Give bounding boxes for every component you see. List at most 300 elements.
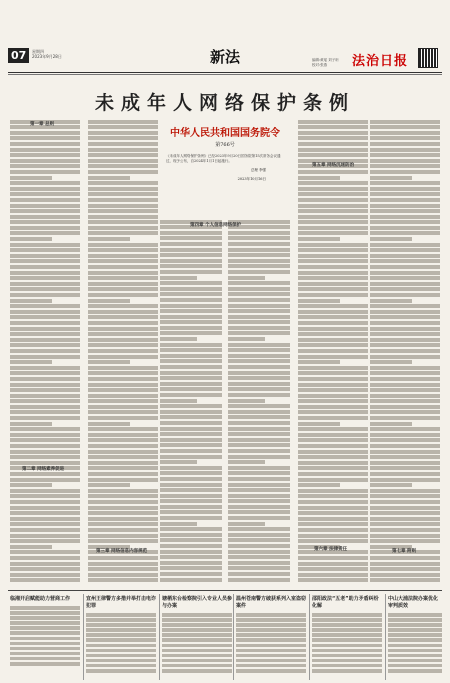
text-line: [298, 176, 340, 180]
text-line: [370, 355, 440, 359]
text-line: [370, 461, 440, 465]
text-line: [10, 220, 80, 224]
text-line: [228, 326, 290, 330]
text-line: [10, 176, 52, 180]
text-line: [160, 477, 222, 481]
text-line: [162, 638, 232, 642]
text-line: [370, 500, 440, 504]
text-line: [10, 237, 52, 241]
text-line: [298, 522, 368, 526]
text-line: [370, 148, 440, 152]
text-line: [10, 478, 80, 482]
text-line: [162, 644, 232, 648]
decree-number: 第766号: [215, 142, 235, 148]
text-line: [160, 382, 222, 386]
text-line: [370, 259, 440, 263]
text-line: [298, 332, 368, 336]
text-line: [228, 510, 290, 514]
text-line: [228, 550, 290, 554]
text-line: [88, 483, 130, 487]
text-line: [298, 321, 368, 325]
text-line: [10, 621, 80, 625]
text-line: [298, 478, 368, 482]
chapter-4-heading: 第四章 个人信息网络保护: [190, 223, 242, 228]
text-line: [370, 534, 440, 538]
text-line: [228, 270, 290, 274]
text-line: [370, 271, 440, 275]
text-line: [10, 204, 80, 208]
text-line: [298, 349, 368, 353]
text-line: [370, 343, 440, 347]
date: 2023年9月28日: [32, 54, 62, 59]
text-line: [88, 416, 158, 420]
text-line: [10, 444, 80, 448]
news-headline: 塘栖东台检察院引入专业人员参与办案: [162, 596, 233, 609]
text-line: [388, 669, 442, 673]
text-line: [298, 153, 368, 157]
text-line: [370, 198, 440, 202]
text-line: [370, 405, 440, 409]
text-line: [298, 489, 368, 493]
text-line: [370, 422, 412, 426]
decree-text: 《未成年人网络保护条例》已经2023年9月20日国务院第15次常务会议通过，现予公布，自2024年1月1日起施行。: [166, 154, 281, 163]
text-line: [86, 659, 156, 663]
text-line: [86, 654, 156, 658]
text-line: [228, 410, 290, 414]
text-line: [88, 444, 158, 448]
text-line: [370, 315, 440, 319]
text-line: [88, 220, 158, 224]
text-line: [10, 626, 80, 630]
text-line: [88, 506, 158, 510]
text-line: [370, 455, 440, 459]
text-line: [160, 483, 222, 487]
text-line: [10, 209, 80, 213]
text-line: [86, 669, 156, 673]
text-line: [298, 231, 368, 235]
text-line: [370, 226, 440, 230]
text-line: [10, 131, 80, 135]
text-line: [228, 287, 290, 291]
text-line: [312, 613, 382, 617]
text-line: [228, 483, 290, 487]
text-line: [370, 416, 440, 420]
text-line: [160, 253, 222, 257]
text-line: [370, 142, 440, 146]
text-line: [298, 237, 340, 241]
text-line: [10, 259, 80, 263]
text-line: [370, 494, 440, 498]
text-line: [228, 427, 290, 431]
text-line: [298, 427, 368, 431]
text-line: [236, 644, 306, 648]
text-line: [370, 120, 440, 124]
text-line: [370, 567, 440, 571]
text-line: [10, 573, 80, 577]
text-line: [370, 164, 440, 168]
text-line: [228, 516, 290, 520]
news-divider: [309, 594, 310, 680]
news-headline: 宜州王律警方多措并举打击电诈犯罪: [86, 596, 157, 609]
text-line: [10, 556, 80, 560]
text-line: [370, 483, 412, 487]
text-line: [298, 511, 368, 515]
text-line: [370, 410, 440, 414]
text-line: [10, 567, 80, 571]
text-line: [228, 242, 290, 246]
chapter-3-heading: 第三章 网络信息内容规范: [96, 549, 148, 554]
text-line: [10, 321, 80, 325]
text-line: [162, 649, 232, 653]
text-line: [312, 623, 382, 627]
text-line: [236, 633, 306, 637]
text-line: [10, 148, 80, 152]
decree-signature: 总理 李强: [250, 168, 266, 172]
text-line: [10, 371, 80, 375]
text-line: [370, 265, 440, 269]
text-line: [160, 438, 222, 442]
text-line: [298, 410, 368, 414]
text-line: [160, 550, 222, 554]
weekday: 星期四: [32, 49, 44, 54]
text-line: [88, 209, 158, 213]
text-line: [298, 243, 368, 247]
text-line: [370, 176, 412, 180]
text-line: [88, 282, 158, 286]
qr-code-icon: [418, 48, 438, 68]
text-line: [298, 500, 368, 504]
text-line: [298, 450, 368, 454]
text-line: [10, 243, 80, 247]
text-line: [370, 287, 440, 291]
chapter-7-heading: 第七章 附则: [392, 549, 417, 554]
text-line: [228, 337, 265, 341]
decree-box: [160, 118, 290, 213]
news-strip-rule: [8, 590, 442, 591]
text-line: [370, 371, 440, 375]
text-line: [298, 271, 368, 275]
text-line: [10, 405, 80, 409]
text-line: [370, 522, 440, 526]
text-line: [228, 494, 290, 498]
text-line: [160, 264, 222, 268]
text-line: [10, 293, 80, 297]
text-line: [298, 355, 368, 359]
text-line: [160, 365, 222, 369]
text-line: [370, 125, 440, 129]
text-line: [370, 310, 440, 314]
text-line: [88, 539, 158, 543]
text-line: [10, 332, 80, 336]
text-line: [228, 281, 290, 285]
text-line: [160, 276, 197, 280]
text-line: [88, 226, 158, 230]
text-line: [160, 270, 222, 274]
text-line: [370, 192, 440, 196]
news-item: [10, 596, 80, 667]
text-line: [160, 516, 222, 520]
text-line: [228, 455, 290, 459]
text-line: [10, 231, 80, 235]
article-title: 未成年人网络保护条例: [94, 92, 355, 114]
text-line: [228, 253, 290, 257]
text-line: [298, 265, 368, 269]
text-line: [10, 517, 80, 521]
text-line: [10, 170, 80, 174]
text-line: [88, 327, 158, 331]
news-item: [388, 596, 442, 674]
text-line: [370, 349, 440, 353]
text-line: [160, 354, 222, 358]
text-line: [370, 248, 440, 252]
text-line: [160, 466, 222, 470]
text-line: [370, 472, 440, 476]
text-line: [370, 220, 440, 224]
text-line: [10, 611, 80, 615]
text-line: [88, 578, 158, 582]
proofreader: 校对:张燕: [312, 63, 328, 67]
text-line: [88, 511, 158, 515]
text-line: [298, 578, 368, 582]
text-line: [10, 438, 80, 442]
text-line: [88, 299, 130, 303]
text-line: [10, 528, 80, 532]
text-line: [88, 534, 158, 538]
text-line: [298, 125, 368, 129]
text-line: [10, 642, 80, 646]
text-line: [370, 366, 440, 370]
page-header: [0, 0, 450, 74]
text-line: [160, 242, 222, 246]
text-line: [298, 399, 368, 403]
text-line: [370, 231, 440, 235]
text-line: [298, 534, 368, 538]
text-line: [298, 573, 368, 577]
text-line: [228, 331, 290, 335]
text-line: [370, 304, 440, 308]
text-line: [228, 505, 290, 509]
text-line: [298, 248, 368, 252]
text-line: [88, 567, 158, 571]
text-line: [298, 444, 368, 448]
text-line: [370, 237, 412, 241]
text-line: [88, 466, 158, 470]
text-line: [160, 331, 222, 335]
text-line: [298, 567, 368, 571]
chapter-5-heading: 第五章 网络沉迷防治: [312, 163, 355, 168]
text-line: [228, 566, 290, 570]
news-item: [162, 596, 232, 674]
text-line: [312, 633, 382, 637]
text-line: [86, 623, 156, 627]
text-line: [162, 659, 232, 663]
text-line: [228, 399, 265, 403]
text-line: [88, 315, 158, 319]
text-line: [370, 209, 440, 213]
text-line: [388, 638, 442, 642]
text-line: [298, 287, 368, 291]
text-line: [88, 332, 158, 336]
text-line: [298, 220, 368, 224]
text-line: [298, 282, 368, 286]
text-line: [236, 649, 306, 653]
text-line: [236, 638, 306, 642]
text-line: [160, 371, 222, 375]
text-line: [228, 527, 290, 531]
text-line: [370, 578, 440, 582]
text-line: [298, 438, 368, 442]
text-line: [10, 187, 80, 191]
text-line: [10, 136, 80, 140]
text-line: [88, 377, 158, 381]
text-line: [88, 433, 158, 437]
text-line: [160, 248, 222, 252]
text-line: [88, 405, 158, 409]
text-line: [298, 215, 368, 219]
text-line: [88, 164, 158, 168]
text-line: [228, 292, 290, 296]
text-line: [388, 613, 442, 617]
text-line: [298, 394, 368, 398]
text-line: [370, 438, 440, 442]
text-line: [88, 120, 158, 124]
text-line: [88, 438, 158, 442]
text-line: [228, 466, 290, 470]
text-line: [88, 562, 158, 566]
text-line: [88, 355, 158, 359]
text-line: [10, 606, 80, 610]
news-divider: [233, 594, 234, 680]
text-line: [298, 204, 368, 208]
text-line: [298, 276, 368, 280]
text-line: [228, 298, 290, 302]
text-line: [86, 644, 156, 648]
text-line: [88, 231, 158, 235]
text-line: [160, 460, 197, 464]
text-line: [298, 377, 368, 381]
text-line: [160, 555, 222, 559]
text-line: [10, 181, 80, 185]
text-line: [10, 276, 80, 280]
text-line: [298, 461, 368, 465]
text-line: [298, 136, 368, 140]
text-line: [228, 343, 290, 347]
text-line: [160, 287, 222, 291]
text-line: [370, 506, 440, 510]
text-line: [10, 271, 80, 275]
text-line: [298, 142, 368, 146]
text-line: [162, 618, 232, 622]
text-line: [298, 360, 340, 364]
text-line: [370, 204, 440, 208]
text-line: [370, 556, 440, 560]
text-line: [88, 131, 158, 135]
news-headline: 临湘开启赋能助力营商工作: [10, 596, 71, 602]
text-line: [88, 455, 158, 459]
text-line: [88, 573, 158, 577]
text-line: [160, 499, 222, 503]
text-line: [160, 494, 222, 498]
text-line: [88, 198, 158, 202]
text-line: [228, 348, 290, 352]
text-line: [298, 170, 368, 174]
text-line: [160, 298, 222, 302]
text-line: [160, 337, 197, 341]
text-line: [160, 236, 222, 240]
text-line: [236, 628, 306, 632]
text-line: [298, 416, 368, 420]
text-line: [228, 393, 290, 397]
text-column-4: [228, 218, 290, 583]
text-line: [88, 254, 158, 258]
text-line: [88, 204, 158, 208]
text-line: [160, 343, 222, 347]
text-line: [228, 460, 265, 464]
text-line: [298, 148, 368, 152]
text-line: [370, 383, 440, 387]
text-line: [88, 461, 158, 465]
text-line: [228, 236, 290, 240]
text-line: [10, 355, 80, 359]
text-line: [160, 281, 222, 285]
text-line: [370, 187, 440, 191]
text-line: [88, 489, 158, 493]
decree-heading: 中华人民共和国国务院令: [170, 128, 280, 139]
header-rule: [8, 72, 442, 73]
text-line: [298, 517, 368, 521]
text-line: [228, 354, 290, 358]
text-line: [298, 539, 368, 543]
text-line: [228, 264, 290, 268]
text-line: [10, 578, 80, 582]
text-line: [298, 494, 368, 498]
text-line: [88, 321, 158, 325]
text-line: [88, 472, 158, 476]
text-line: [10, 657, 80, 661]
text-line: [160, 348, 222, 352]
text-line: [228, 382, 290, 386]
text-line: [370, 562, 440, 566]
text-line: [298, 366, 368, 370]
text-line: [370, 399, 440, 403]
text-line: [370, 293, 440, 297]
text-line: [88, 410, 158, 414]
text-line: [10, 360, 52, 364]
text-line: [228, 432, 290, 436]
text-line: [10, 265, 80, 269]
text-line: [160, 304, 222, 308]
text-line: [160, 259, 222, 263]
text-line: [298, 192, 368, 196]
text-line: [10, 192, 80, 196]
text-line: [88, 304, 158, 308]
text-line: [298, 198, 368, 202]
text-line: [10, 545, 52, 549]
text-line: [88, 500, 158, 504]
news-item: [236, 596, 306, 674]
text-line: [10, 433, 80, 437]
text-line: [370, 243, 440, 247]
text-line: [10, 652, 80, 656]
text-line: [86, 649, 156, 653]
text-line: [10, 304, 80, 308]
text-line: [370, 466, 440, 470]
text-line: [228, 449, 290, 453]
text-line: [236, 618, 306, 622]
text-line: [162, 613, 232, 617]
text-line: [160, 292, 222, 296]
text-line: [370, 528, 440, 532]
